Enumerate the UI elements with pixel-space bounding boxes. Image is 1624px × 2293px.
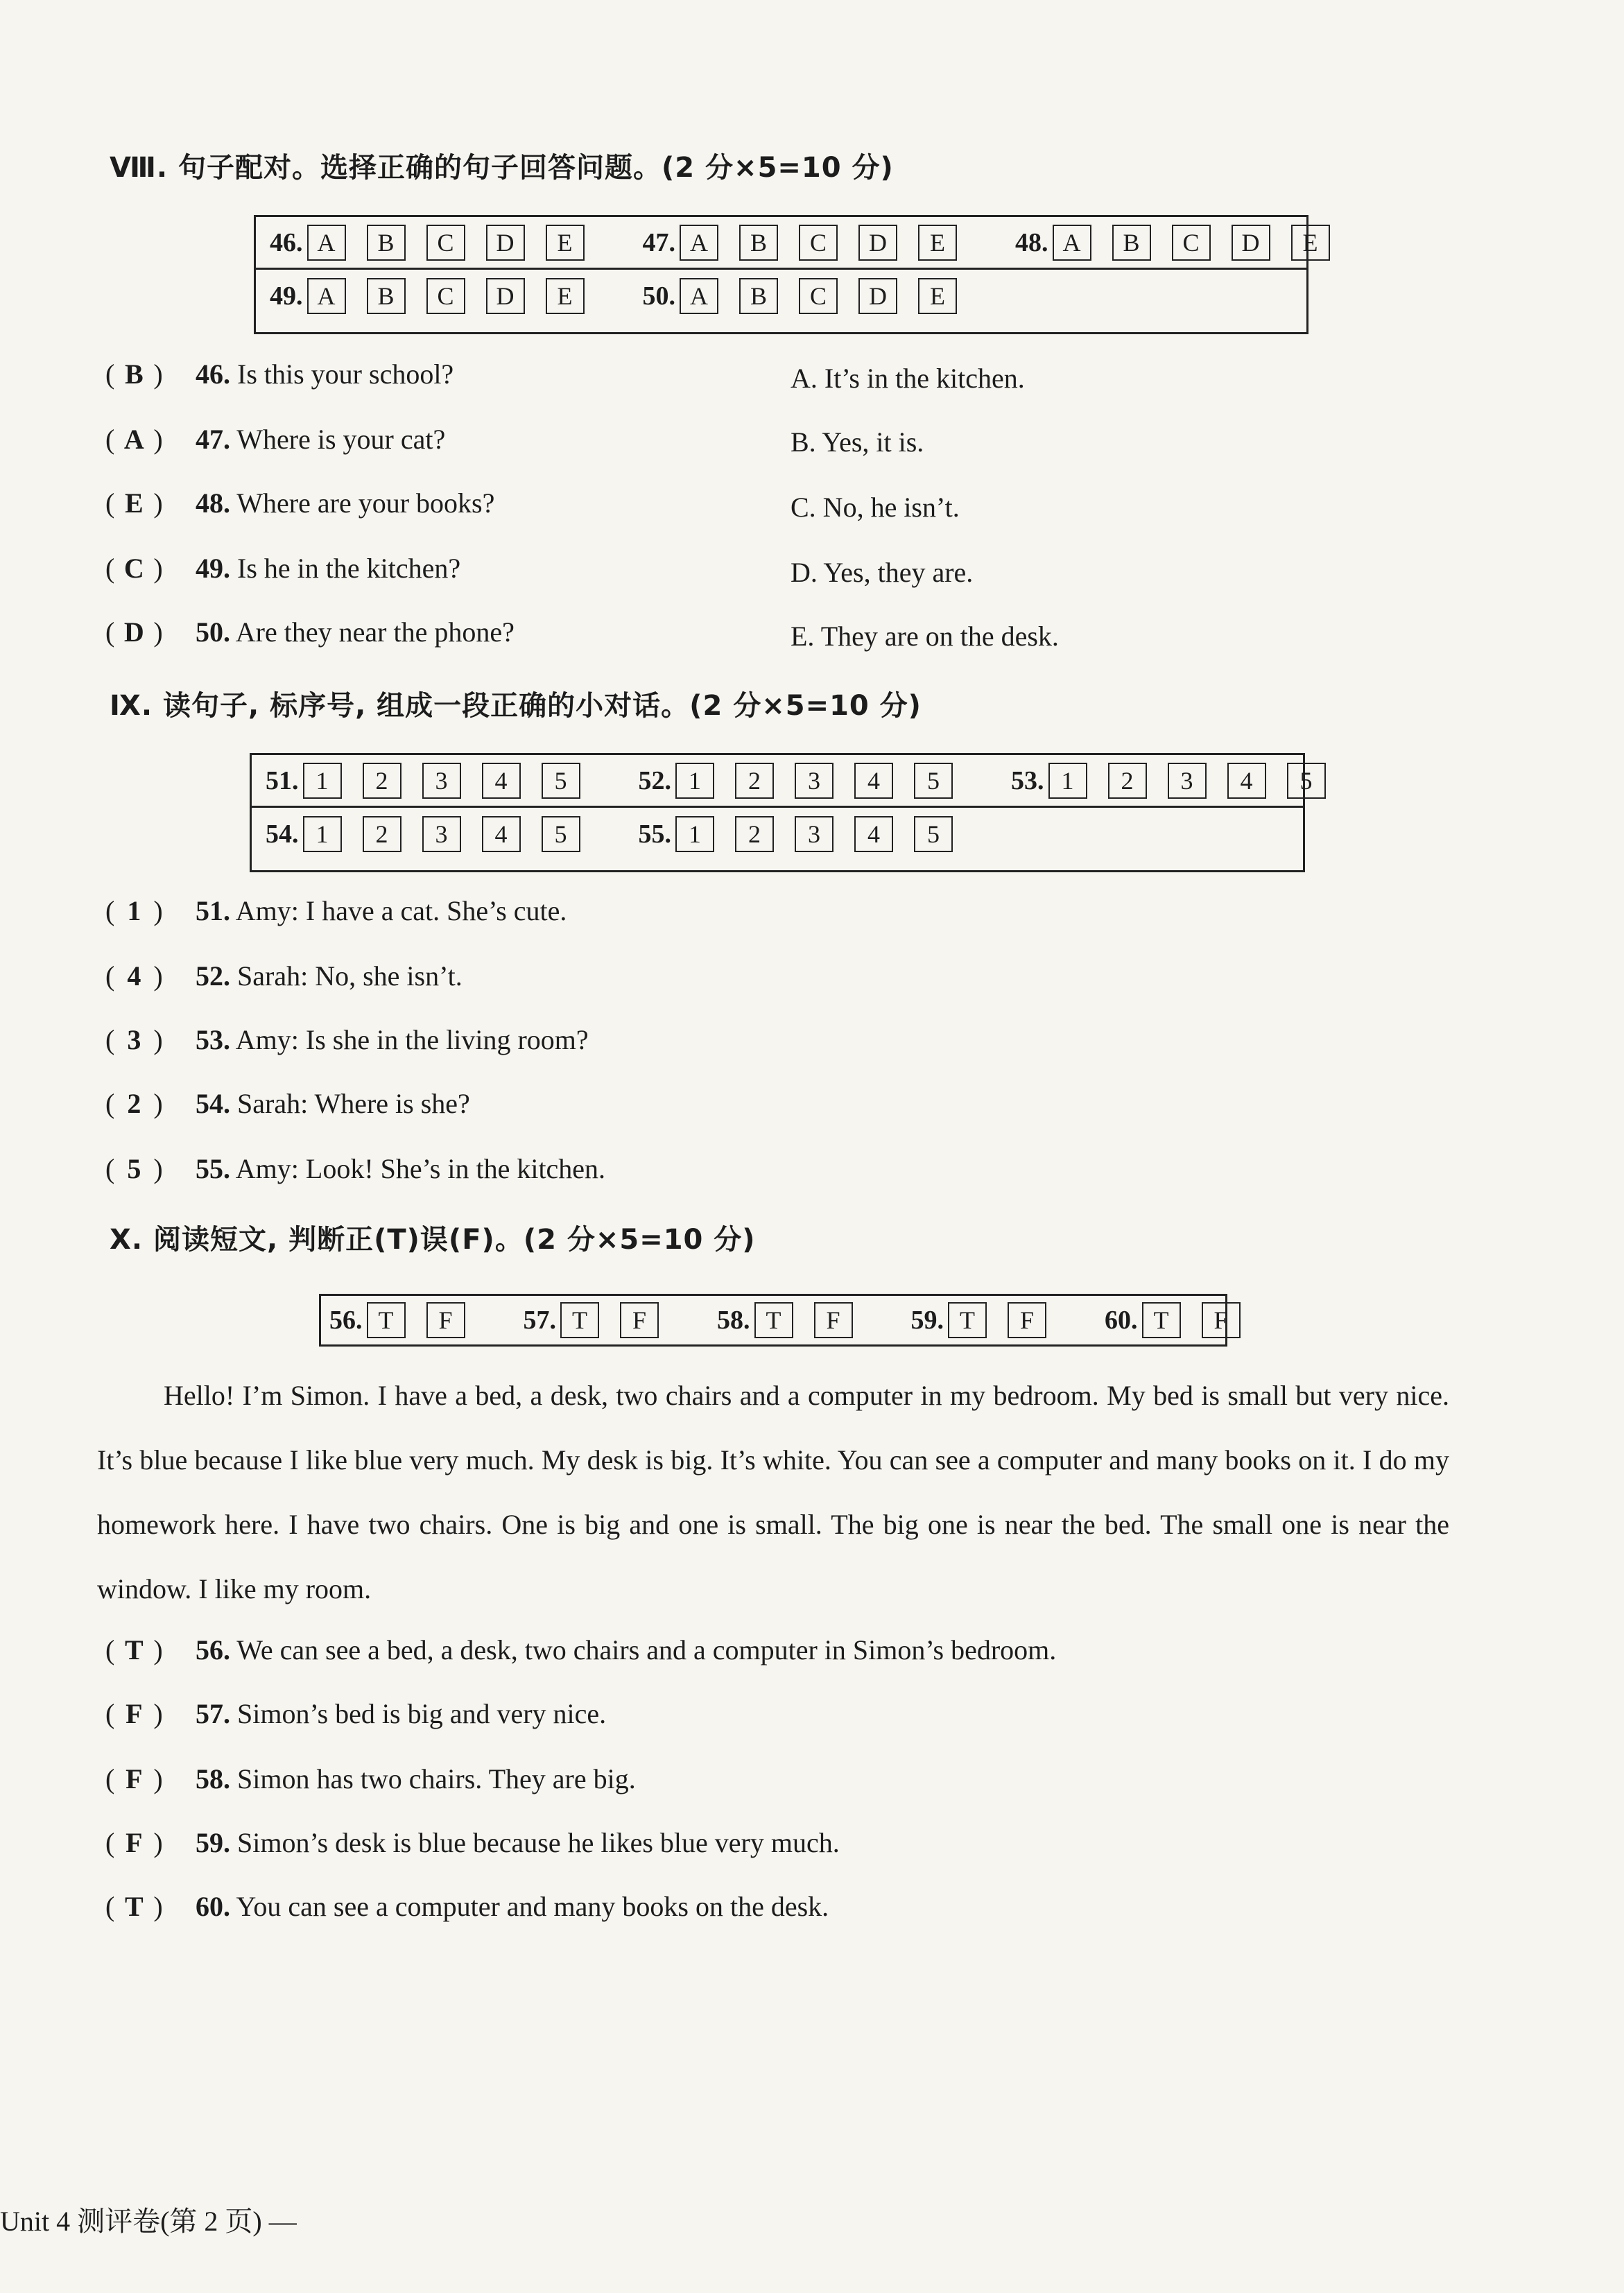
answer-item-52 [639,763,974,799]
grid-row [256,270,1306,322]
option-box[interactable]: 4 [854,816,893,852]
item-number: 59. [910,1306,944,1335]
option-box[interactable]: 3 [795,816,833,852]
option-box[interactable]: 1 [303,763,342,799]
option-box[interactable]: 4 [482,763,521,799]
answer-mark: 1 [127,895,141,926]
answer-mark: E [124,487,144,519]
question-46 [105,358,453,390]
option-box[interactable]: 2 [735,763,774,799]
question-text: Amy: I have a cat. She’s cute. [235,895,567,926]
question-text: Simon’s bed is big and very nice. [237,1698,607,1729]
close-paren: ) [153,487,163,519]
option-box[interactable]: D [486,278,525,314]
option-box[interactable]: 5 [914,763,953,799]
question-text: Sarah: Where is she? [237,1088,470,1119]
option-box[interactable]: D [1232,225,1270,261]
answer-item-58 [717,1302,874,1338]
option-box[interactable]: D [858,225,897,261]
option-box[interactable]: B [739,225,778,261]
option-box[interactable]: B [739,278,778,314]
section-10-heading: Ⅹ. 阅读短文, 判断正(T)误(F)。(2 分×5=10 分) [110,1224,756,1256]
item-number: 56. [329,1306,363,1335]
question-58: ( F ) 58. Simon has two chairs. They are big. [105,1763,636,1794]
grid-row [252,808,1303,860]
option-box[interactable]: 1 [1048,763,1087,799]
answer-item-51 [266,763,601,799]
question-50 [105,616,515,648]
question-48 [105,487,494,519]
option-box[interactable]: E [546,278,585,314]
question-text: We can see a bed, a desk, two chairs and a computer in Simon’s bedroom. [236,1634,1057,1665]
section-10-answer-grid [319,1294,1227,1347]
option-box[interactable]: 5 [542,763,580,799]
option-box[interactable]: F [1202,1302,1241,1338]
answer-mark: F [126,1763,143,1794]
question-number: 51. [196,895,230,926]
answer-item-59 [911,1302,1068,1338]
answer-item-54 [266,816,601,852]
answer-item-60 [1105,1302,1241,1338]
question-text: Amy: Look! She’s in the kitchen. [235,1153,606,1184]
option-box[interactable]: B [1112,225,1151,261]
option-box[interactable]: B [367,225,406,261]
question-number: 58. [196,1763,230,1794]
item-number: 54. [266,820,299,849]
answer-mark: B [124,358,144,390]
question-text: Where are your books? [236,487,495,519]
section-9-answer-grid [250,753,1313,872]
option-box[interactable]: E [546,225,585,261]
answer-item-48 [1015,225,1351,261]
answer-item-49 [270,278,605,314]
answer-item-47 [643,225,978,261]
question-60: ( T ) 60. You can see a computer and many books on the desk. [105,1891,829,1922]
option-a: A. It’s in the kitchen. [791,363,1025,394]
answer-mark: A [123,424,144,455]
item-number: 48. [1015,227,1048,257]
page-footer: Unit 4 测评卷(第 2 页) — [0,2206,297,2237]
option-box[interactable]: 4 [482,816,521,852]
option-box[interactable]: T [560,1302,599,1338]
close-paren: ) [153,616,163,648]
option-box[interactable]: C [799,278,838,314]
option-box[interactable]: F [814,1302,853,1338]
item-number: 47. [642,227,675,257]
answer-mark: C [123,553,144,584]
grid-row [321,1296,1228,1344]
question-number: 50. [196,616,230,648]
answer-mark: F [126,1698,143,1729]
question-number: 49. [196,553,230,584]
item-number: 58. [717,1306,750,1335]
question-number: 52. [196,960,230,992]
option-box[interactable]: A [680,278,718,314]
question-57: ( F ) 57. Simon’s bed is big and very nice. [105,1698,607,1729]
question-number: 46. [196,358,230,390]
question-text: Simon has two chairs. They are big. [237,1763,636,1794]
answer-mark: F [126,1827,143,1858]
open-paren: ( [105,553,115,584]
option-c: C. No, he isn’t. [791,492,960,523]
item-number: 57. [523,1306,556,1335]
option-box[interactable]: F [426,1302,465,1338]
option-box[interactable]: D [486,225,525,261]
option-box[interactable]: A [307,278,346,314]
option-box[interactable]: 5 [542,816,580,852]
question-number: 48. [196,487,230,519]
option-box[interactable]: A [1053,225,1091,261]
option-e: E. They are on the desk. [791,621,1059,652]
answer-mark: 5 [127,1153,141,1184]
option-box[interactable]: 2 [363,763,401,799]
question-text: Are they near the phone? [235,616,515,648]
section-9-heading: Ⅸ. 读句子, 标序号, 组成一段正确的小对话。(2 分×5=10 分) [110,690,922,722]
question-text: Is he in the kitchen? [237,553,461,584]
option-box[interactable]: 4 [1227,763,1266,799]
option-box[interactable]: 5 [914,816,953,852]
item-number: 46. [270,227,303,257]
question-number: 56. [196,1634,230,1665]
option-box[interactable]: 5 [1287,763,1326,799]
answer-item-57 [524,1302,680,1338]
close-paren: ) [153,424,163,455]
question-number: 59. [196,1827,230,1858]
answer-item-50 [643,278,978,314]
answer-mark: 2 [127,1088,141,1119]
question-55: ( 5 ) 55. Amy: Look! She’s in the kitchen. [105,1153,606,1184]
question-text: You can see a computer and many books on the desk. [236,1891,829,1922]
answer-mark: T [124,1891,144,1922]
question-number: 53. [196,1024,230,1055]
question-text: Is this your school? [237,358,454,390]
option-box[interactable]: E [918,225,957,261]
close-paren: ) [153,358,163,390]
option-box[interactable]: A [680,225,718,261]
open-paren: ( [105,487,115,519]
item-number: 51. [266,765,299,795]
option-box[interactable]: 4 [854,763,893,799]
option-box[interactable]: C [426,225,465,261]
question-text: Sarah: No, she isn’t. [237,960,463,992]
option-box[interactable]: 1 [675,763,714,799]
option-box[interactable]: 2 [735,816,774,852]
option-box[interactable]: E [918,278,957,314]
option-b: B. Yes, it is. [791,426,924,458]
open-paren: ( [105,616,115,648]
option-box[interactable]: 3 [1168,763,1207,799]
option-box[interactable]: C [426,278,465,314]
option-box[interactable]: T [948,1302,987,1338]
answer-item-53 [1011,763,1347,799]
option-box[interactable]: E [1291,225,1330,261]
option-box[interactable]: C [799,225,838,261]
close-paren: ) [153,553,163,584]
question-49 [105,552,460,585]
option-box[interactable]: 3 [795,763,833,799]
grid-row [252,755,1313,808]
question-text: Amy: Is she in the living room? [235,1024,589,1055]
open-paren: ( [105,424,115,455]
answer-item-46 [270,225,605,261]
option-box[interactable]: 1 [303,816,342,852]
item-number: 50. [642,282,675,311]
question-number: 60. [196,1891,230,1922]
question-59: ( F ) 59. Simon’s desk is blue because he likes blue very much. [105,1827,840,1858]
question-47 [105,423,445,456]
item-number: 49. [270,282,303,311]
item-number: 52. [638,765,671,795]
question-54: ( 2 ) 54. Sarah: Where is she? [105,1088,470,1119]
option-box[interactable]: D [858,278,897,314]
option-box[interactable]: 3 [422,763,461,799]
answer-mark: D [123,616,144,648]
option-box[interactable]: F [620,1302,659,1338]
option-box[interactable]: T [367,1302,406,1338]
question-text: Where is your cat? [236,424,446,455]
option-box[interactable]: F [1008,1302,1046,1338]
item-number: 60. [1105,1306,1138,1335]
option-box[interactable]: C [1172,225,1211,261]
question-53: ( 3 ) 53. Amy: Is she in the living room? [105,1024,589,1055]
option-box[interactable]: 1 [675,816,714,852]
option-box[interactable]: T [1142,1302,1181,1338]
answer-item-55 [639,816,974,852]
question-number: 54. [196,1088,230,1119]
answer-item-56 [329,1302,486,1338]
answer-mark: T [124,1634,144,1665]
answer-mark: 3 [127,1024,141,1055]
option-box[interactable]: 3 [422,816,461,852]
question-text: Simon’s desk is blue because he likes blue very much. [237,1827,840,1858]
question-52: ( 4 ) 52. Sarah: No, she isn’t. [105,960,463,992]
question-number: 55. [196,1153,230,1184]
question-56: ( T ) 56. We can see a bed, a desk, two chairs and a computer in Simon’s bedroom. [105,1634,1057,1665]
section-8-answer-grid [254,215,1318,334]
section-8-heading: Ⅷ. 句子配对。选择正确的句子回答问题。(2 分×5=10 分) [110,152,894,184]
option-box[interactable]: B [367,278,406,314]
open-paren: ( [105,358,115,390]
answer-mark: 4 [127,960,141,992]
option-box[interactable]: T [754,1302,793,1338]
option-box[interactable]: 2 [1108,763,1147,799]
question-51: ( 1 ) 51. Amy: I have a cat. She’s cute. [105,895,567,926]
item-number: 53. [1011,765,1044,795]
question-number: 57. [196,1698,230,1729]
option-box[interactable]: A [307,225,346,261]
grid-row [256,217,1318,270]
option-d: D. Yes, they are. [791,557,974,588]
question-number: 47. [196,424,230,455]
reading-passage: Hello! I’m Simon. I have a bed, a desk, two chairs and a computer in my bedroom. My bed is small but very nice. It’s blue because I like blue very much. My desk is big. It’s white. You can see a computer and many books on it. I do my homework here. I have two chairs. One is big and one is small. The big one is near the bed. The small one is near the window. I like my room. [97,1380,1449,1604]
option-box[interactable]: 2 [363,816,401,852]
item-number: 55. [638,820,671,849]
